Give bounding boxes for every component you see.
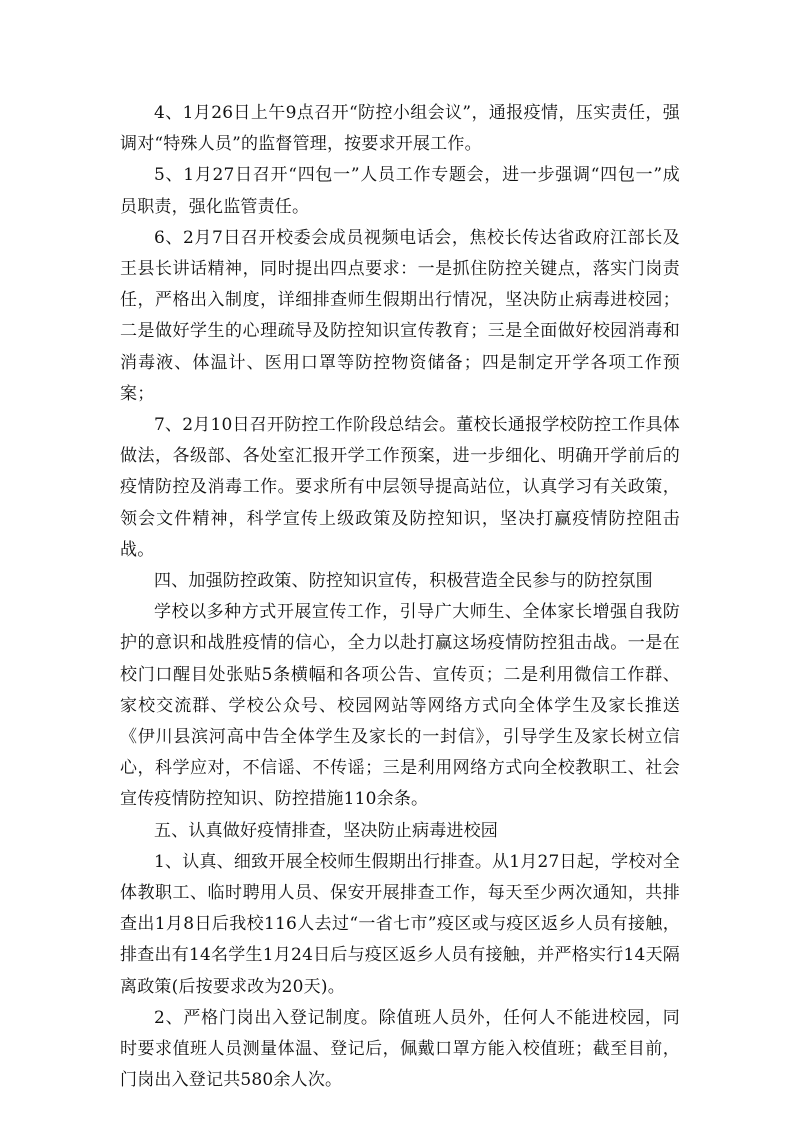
paragraph-meeting-jan27: 5、1月27日召开“四包一”人员工作专题会，进一步强调“四包一”成员职责，强化监管责任。 (120, 165, 680, 217)
paragraph-meeting-feb7: 6、2月7日召开校委会成员视频电话会，焦校长传达省政府江部长及王县长讲话精神，同时提出四点要求：一是抓住防控关键点，落实门岗责任，严格出入制度，详细排查师生假期出行情况，坚决防止病毒进校园；二是做好学生的心理疏导及防控知识宣传教育；三是全面做好校园消毒和消毒液、体温计、医用口罩等防控物资储备；四是制定开学各项工作预案； (120, 227, 680, 404)
section-heading-publicity: 四、加强防控政策、防控知识宣传，积极营造全民参与的防控氛围 (154, 571, 653, 592)
paragraph-gate-registration: 2、严格门岗出入登记制度。除值班人员外，任何人不能进校园，同时要求值班人员测量体温、登记后，佩戴口罩方能入校值班；截至目前，门岗出入登记共580余人次。 (120, 1007, 680, 1091)
paragraph-screening-travel: 1、认真、细致开展全校师生假期出行排查。从1月27日起，学校对全体教职工、临时聘用人员、保安开展排查工作，每天至少两次通知，共排查出1月8日后我校116人去过“一省七市”疫区或与疫区返乡人员有接触，排查出有14名学生1月24日后与疫区返乡人员有接触，并严格实行14天隔离政策(后按要求改为20天)。 (120, 851, 680, 997)
paragraph-publicity: 学校以多种方式开展宣传工作，引导广大师生、全体家长增强自我防护的意识和战胜疫情的信心，全力以赴打赢这场疫情防控狙击战。一是在校门口醒目处张贴5条横幅和各项公告、宣传页；二是利用微信工作群、家校交流群、学校公众号、校园网站等网络方式向全体学生及家长推送《伊川县滨河高中告全体学生及家长的一封信》，引导学生及家长树立信心，科学应对，不信谣、不传谣；三是利用网络方式向全校教职工、社会宣传疫情防控知识、防控措施110余条。 (120, 602, 680, 810)
paragraph-meeting-jan26: 4、1月26日上午9点召开“防控小组会议”，通报疫情，压实责任，强调对“特殊人员”的监督管理，按要求开展工作。 (120, 103, 680, 155)
paragraph-meeting-feb10: 7、2月10日召开防控工作阶段总结会。董校长通报学校防控工作具体做法，各级部、各处室汇报开学工作预案，进一步细化、明确开学前后的疫情防控及消毒工作。要求所有中层领导提高站位，认真学习有关政策，领会文件精神，科学宣传上级政策及防控知识，坚决打赢疫情防控阻击战。 (120, 415, 680, 560)
document-body (120, 98, 680, 1097)
section-heading-screening: 五、认真做好疫情排查，坚决防止病毒进校园 (154, 820, 498, 841)
